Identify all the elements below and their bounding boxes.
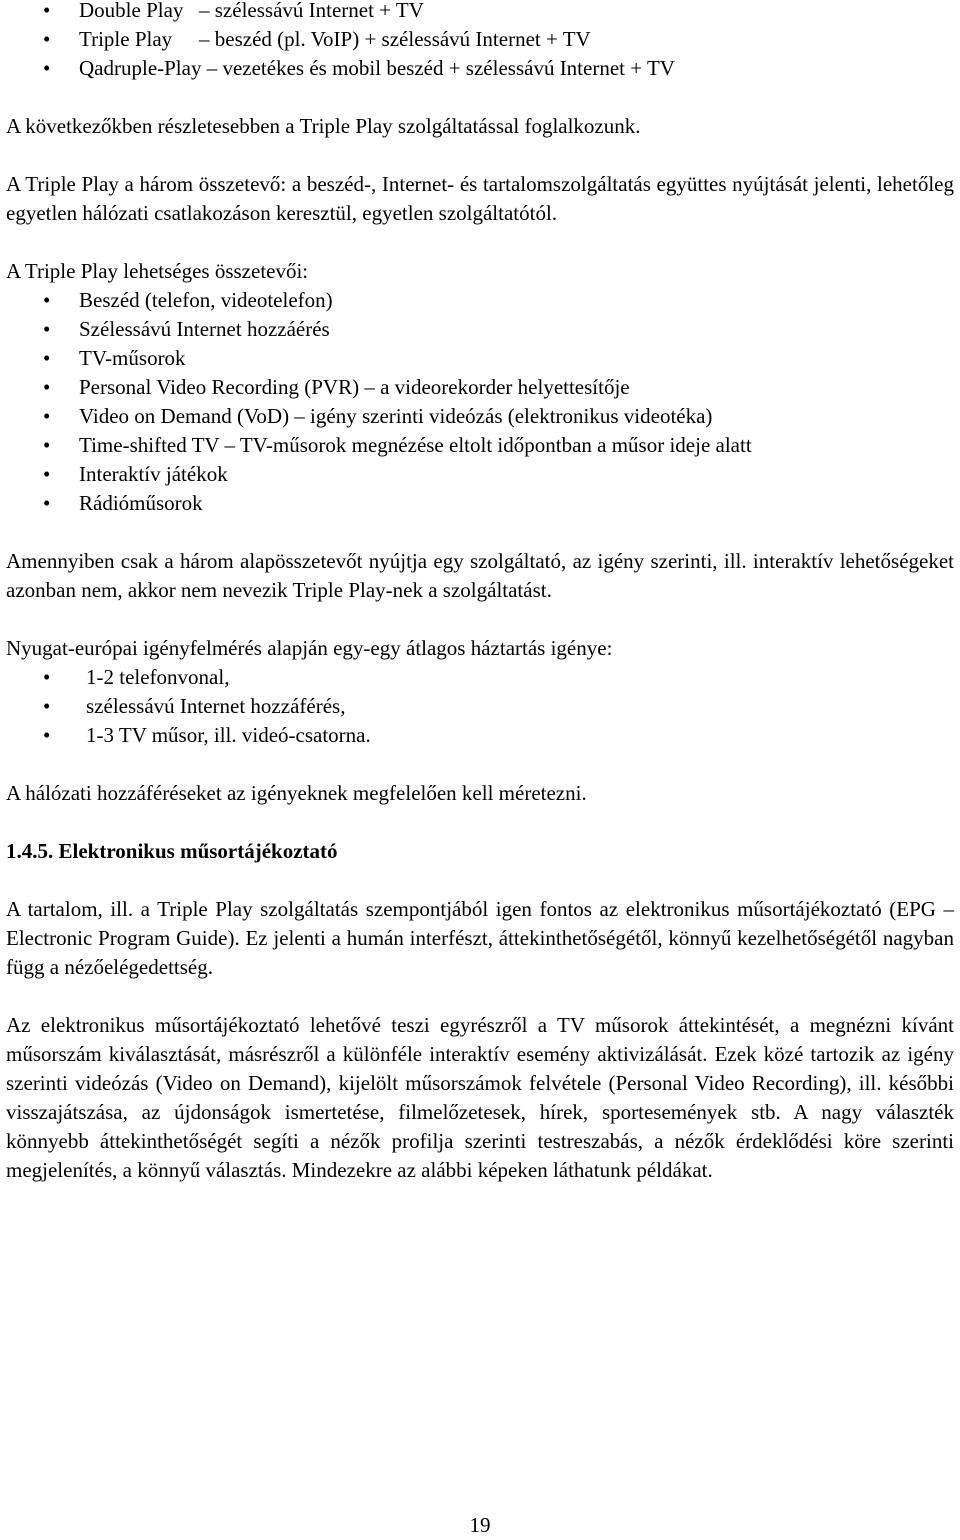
spacer bbox=[6, 83, 954, 112]
bullet-icon: • bbox=[43, 317, 51, 341]
list-item bbox=[6, 373, 954, 402]
bullet-icon: • bbox=[43, 665, 51, 689]
component-text: TV-műsorok bbox=[79, 346, 186, 370]
epg-paragraph-2: Az elektronikus műsortájékoztató lehetővé teszi egyrészről a TV műsorok áttekintését, a megnézni kívánt műsorszám kiválasztását, másrészről a különféle interaktív esemény aktivizálását. Ezek közé tartozik az igény szerinti videózás (Video on Demand), kijelölt műsorszámok felvétele (Personal Video Recording), ill. későbbi visszajátszása, az újdonságok ismertetése, filmelőzetesek, hírek, sportesemények stb. A nagy választék könnyebb áttekinthetőségét segíti a nézők profilja szerinti testreszabás, a nézők érdeklődési köre szerinti megjelenítés, a könnyű választás. Mindezekre az alábbi képeken láthatunk példákat. bbox=[6, 1013, 954, 1182]
bullet-icon: • bbox=[43, 694, 51, 718]
bullet-icon: • bbox=[43, 491, 51, 515]
components-heading: A Triple Play lehetséges összetevői: bbox=[6, 259, 309, 283]
section-heading: 1.4.5. Elektronikus műsortájékoztató bbox=[6, 839, 338, 863]
list-item bbox=[6, 663, 954, 692]
component-text: Interaktív játékok bbox=[79, 462, 228, 486]
definition-paragraph: A Triple Play a három összetevő: a beszéd-, Internet- és tartalomszolgáltatás együttes nyújtását jelenti, lehetőleg egyetlen hálózati csatlakozáson keresztül, egyetlen szolgáltatótól. bbox=[6, 172, 954, 225]
play-type-label: Triple Play bbox=[79, 27, 173, 51]
bullet-icon: • bbox=[43, 375, 51, 399]
bullet-icon: • bbox=[43, 288, 51, 312]
component-text: Video on Demand (VoD) – igény szerinti videózás (elektronikus videotéka) bbox=[79, 404, 713, 428]
basic-components-paragraph: Amennyiben csak a három alapösszetevőt nyújtja egy szolgáltató, az igény szerinti, ill. interaktív lehetőségeket azonban nem, akkor nem nevezik Triple Play-nek a szolgáltatást. bbox=[6, 549, 954, 602]
components-list bbox=[6, 286, 954, 518]
spacer bbox=[6, 141, 954, 170]
intro-sentence: A következőkben részletesebben a Triple Play szolgáltatással foglalkozunk. bbox=[6, 114, 641, 138]
play-type-label: Qadruple-Play bbox=[79, 56, 202, 80]
need-text: 1-2 telefonvonal, bbox=[86, 665, 230, 689]
bullet-icon: • bbox=[43, 56, 51, 80]
component-text: Personal Video Recording (PVR) – a videorekorder helyettesítője bbox=[79, 375, 630, 399]
list-item bbox=[6, 460, 954, 489]
list-item bbox=[6, 286, 954, 315]
play-type-desc: – szélessávú Internet + TV bbox=[199, 0, 424, 22]
spacer bbox=[6, 518, 954, 547]
spacer bbox=[6, 808, 954, 837]
sizing-sentence: A hálózati hozzáféréseket az igényeknek megfelelően kell méretezni. bbox=[6, 781, 587, 805]
component-text: Rádióműsorok bbox=[79, 491, 203, 515]
play-type-label: Double Play bbox=[79, 0, 184, 22]
bullet-icon: • bbox=[43, 27, 51, 51]
needs-list bbox=[6, 663, 954, 750]
list-item bbox=[6, 402, 954, 431]
list-item bbox=[6, 489, 954, 518]
spacer bbox=[6, 750, 954, 779]
component-text: Szélessávú Internet hozzáérés bbox=[79, 317, 330, 341]
page-content bbox=[6, 0, 954, 1185]
spacer bbox=[6, 605, 954, 634]
play-types-list bbox=[6, 0, 954, 83]
epg-paragraph-1: A tartalom, ill. a Triple Play szolgáltatás szempontjából igen fontos az elektronikus műsortájékoztató (EPG – Electronic Program Guide). Ez jelenti a humán interfészt, áttekinthetőségétől, könnyű kezelhetőségétől nagyban függ a nézőelégedettség. bbox=[6, 897, 954, 979]
list-item bbox=[6, 692, 954, 721]
need-text: 1-3 TV műsor, ill. videó-csatorna. bbox=[86, 723, 371, 747]
bullet-icon: • bbox=[43, 433, 51, 457]
play-type-desc: – beszéd (pl. VoIP) + szélessávú Internet + TV bbox=[199, 27, 591, 51]
spacer bbox=[6, 982, 954, 1011]
spacer bbox=[6, 228, 954, 257]
bullet-icon: • bbox=[43, 723, 51, 747]
bullet-icon: • bbox=[43, 0, 51, 22]
need-text: szélessávú Internet hozzáférés, bbox=[86, 694, 346, 718]
list-item bbox=[6, 54, 954, 83]
bullet-icon: • bbox=[43, 346, 51, 370]
bullet-icon: • bbox=[43, 404, 51, 428]
bullet-icon: • bbox=[43, 462, 51, 486]
page-number: 19 bbox=[469, 1513, 491, 1537]
list-item bbox=[6, 25, 954, 54]
spacer bbox=[6, 866, 954, 895]
list-item bbox=[6, 431, 954, 460]
component-text: Beszéd (telefon, videotelefon) bbox=[79, 288, 333, 312]
list-item bbox=[6, 721, 954, 750]
needs-heading: Nyugat-európai igényfelmérés alapján egy-egy átlagos háztartás igénye: bbox=[6, 636, 613, 660]
component-text: Time-shifted TV – TV-műsorok megnézése eltolt időpontban a műsor ideje alatt bbox=[79, 433, 752, 457]
list-item bbox=[6, 315, 954, 344]
list-item bbox=[6, 0, 954, 25]
list-item bbox=[6, 344, 954, 373]
play-type-desc: – vezetékes és mobil beszéd + szélessávú Internet + TV bbox=[206, 56, 675, 80]
